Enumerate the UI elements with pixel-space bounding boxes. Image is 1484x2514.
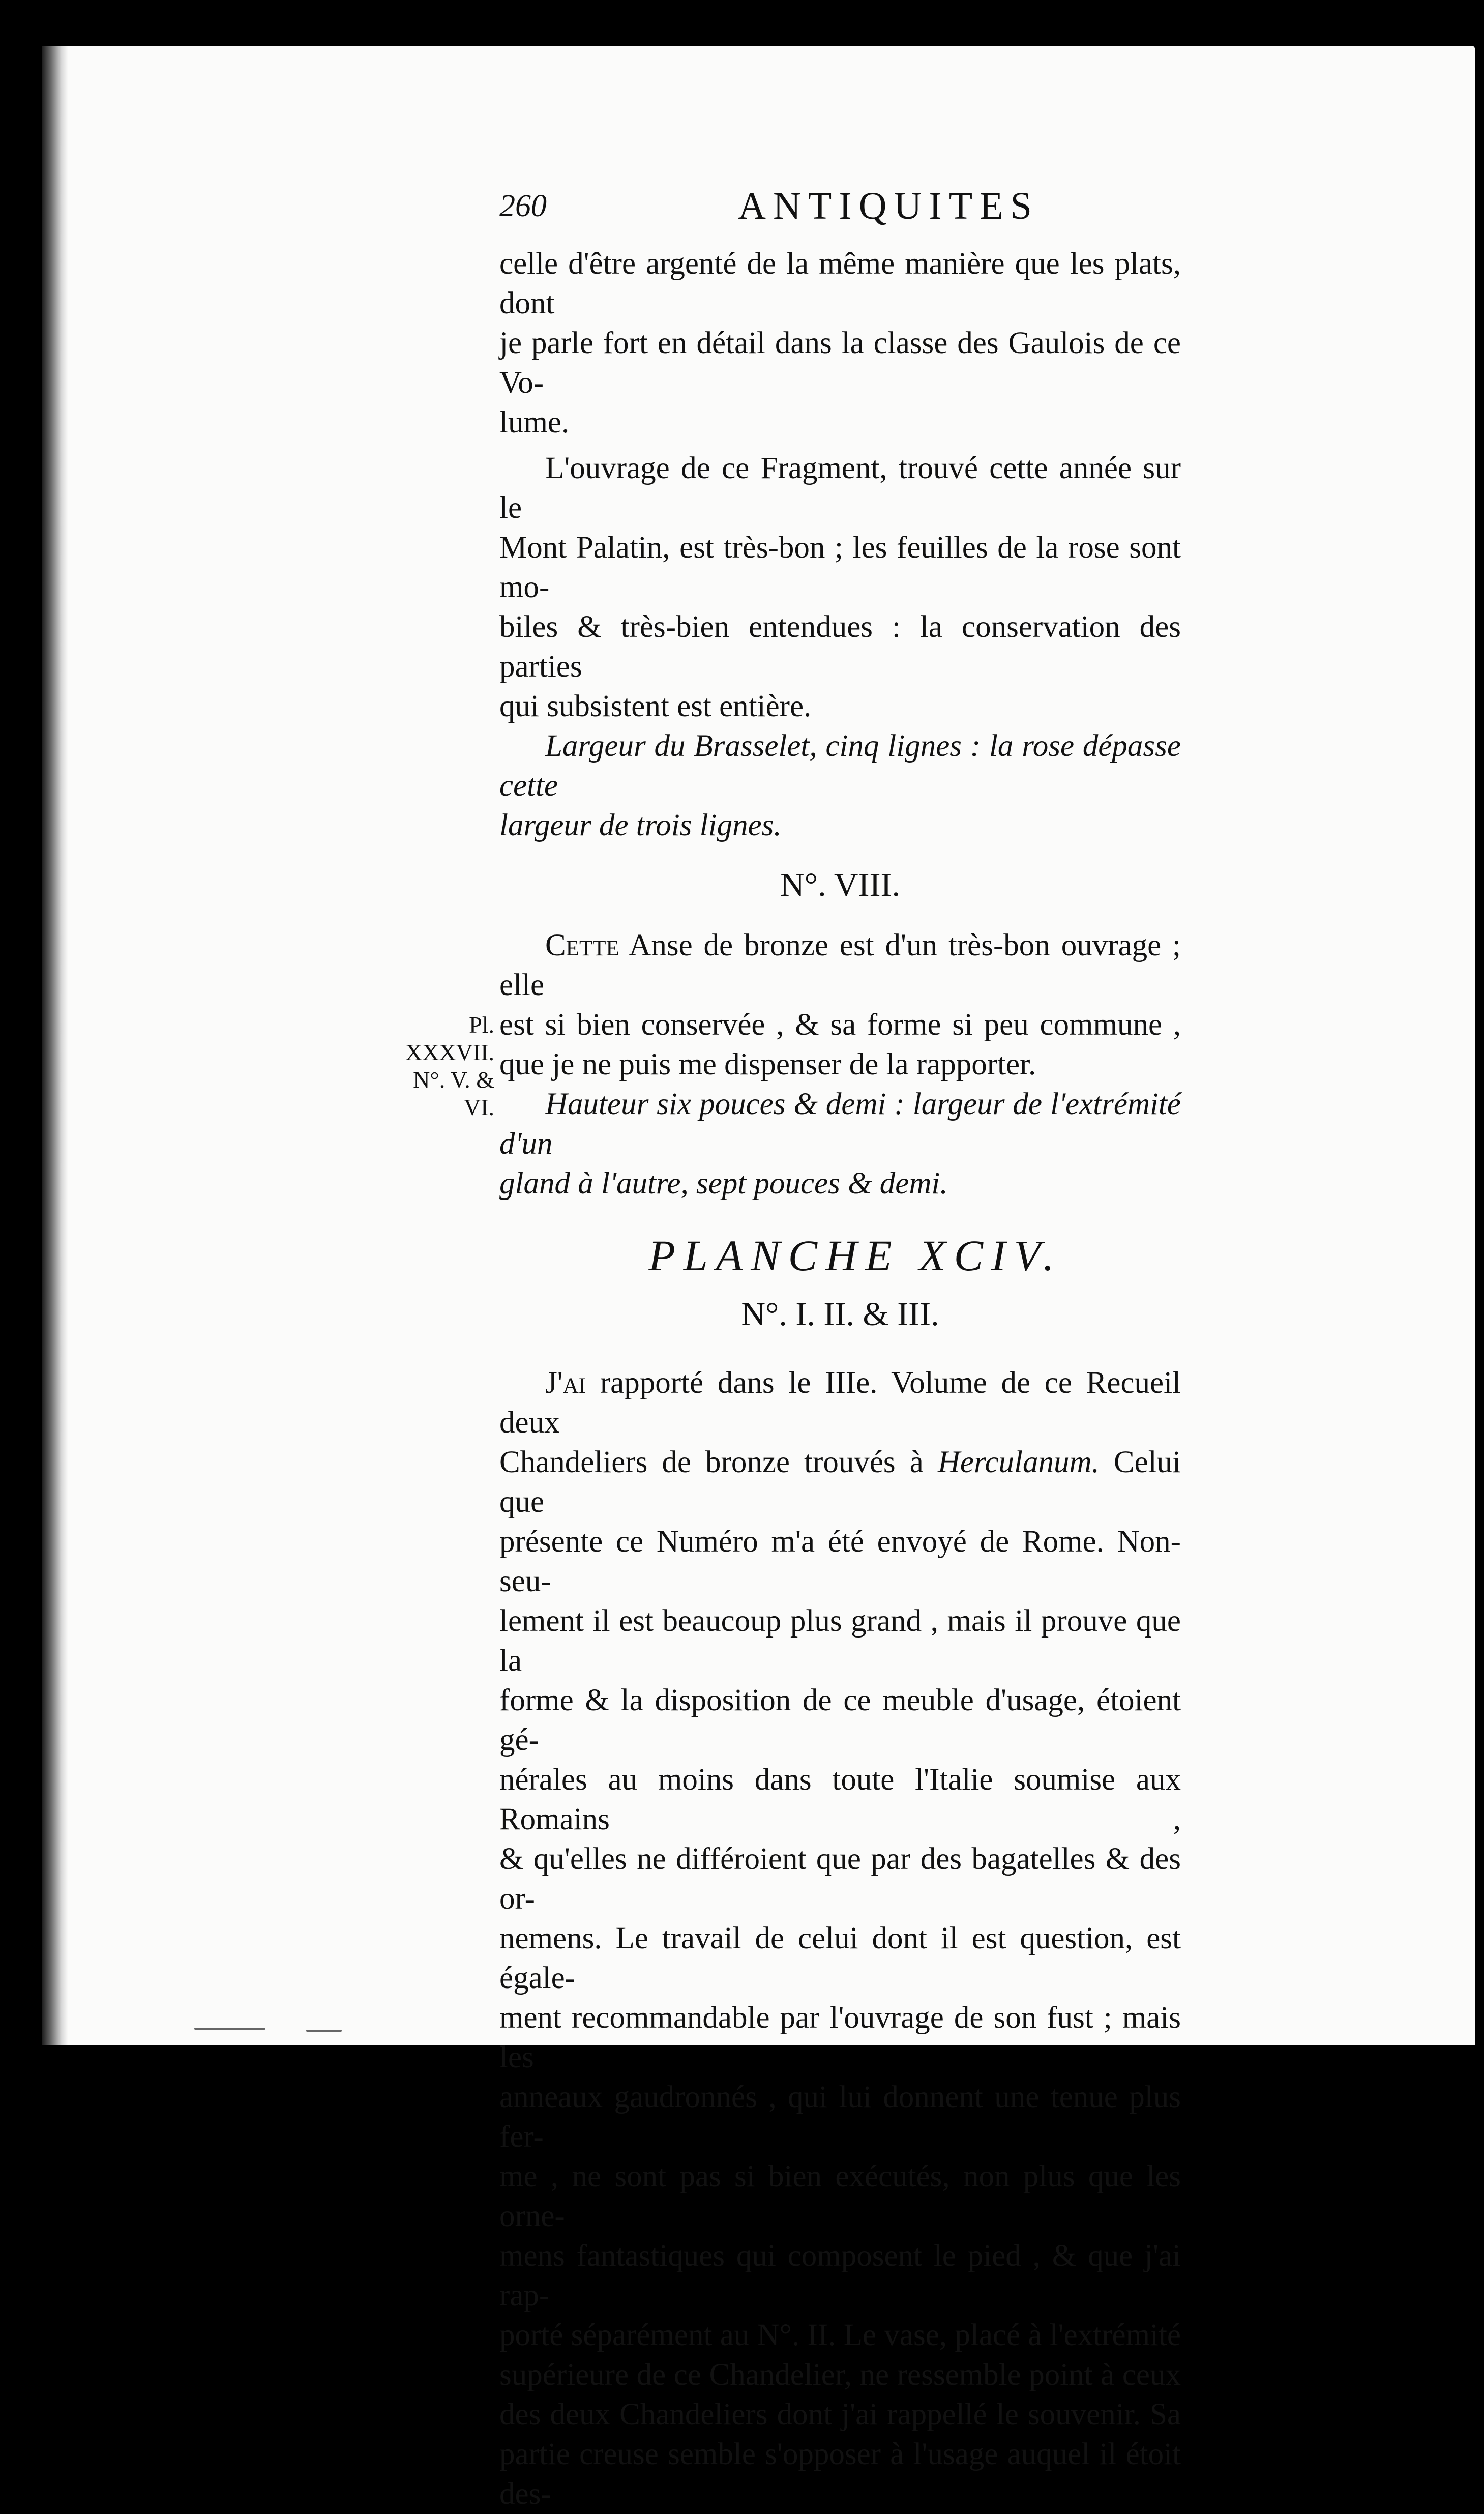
text-line: que je ne puis me dispenser de la rapporter. [499,1047,1036,1081]
drop-word: Cette [545,928,619,962]
running-head [499,185,1181,244]
text-line: présente ce Numéro m'a été envoyé de Rome. Non-seu- [499,1525,1181,1598]
paragraph-candlestick [499,1363,1181,2514]
text-line: ment recommandable par l'ouvrage de son fust ; mais les [499,2001,1181,2074]
running-title: ANTIQUITES [738,185,1039,227]
text-line: lement il est beaucoup plus grand , mais il prouve que la [499,1604,1181,1678]
text-line: je parle fort en détail dans la classe des Gaulois de ce Vo- [499,326,1181,400]
text-line: supérieure de ce Chandelier, ne ressemble point à ceux [499,2358,1181,2392]
plate-heading: PLANCHE XCIV. [648,1231,1062,1280]
text-line: est si bien conservée , & sa forme si peu commune , [499,1008,1181,1042]
section-heading-i-ii-iii: N°. I. II. & III. [741,1296,939,1333]
text-line: celle d'être argenté de la même manière que les plats, dont [499,247,1181,320]
text-line: anneaux gaudronnés , qui lui donnent une tenue plus fer- [499,2080,1181,2154]
text-line: L'ouvrage de ce Fragment, trouvé cette année sur le [499,451,1181,525]
margin-note-plate: Pl. XXXVII. [405,1012,494,1065]
text-line: Mont Palatin, est très-bon ; les feuilles de la rose sont mo- [499,531,1181,604]
text-line: gland à l'autre, sept pouces & demi. [499,1166,948,1201]
text-line: & qu'elles ne différoient que par des bagatelles & des or- [499,1842,1181,1916]
measurement-bracelet [499,726,1181,845]
text-line: Hauteur six pouces & demi : largeur de l'extrémité d'un [499,1087,1181,1161]
paragraph-silvering [499,244,1181,443]
margin-note-numbers: N°. V. & VI. [413,1067,494,1120]
text-line: porté séparément au N°. II. Le vase, placé à l'extrémité [499,2318,1181,2352]
text-line: largeur de trois lignes. [499,808,782,842]
paragraph-handle [499,926,1181,1085]
text-line: me , ne sont pas si bien exécutés, non plus que les orne- [499,2159,1181,2233]
text-line: mens fantastiques qui composent le pied , & que j'ai rap- [499,2239,1181,2313]
text-line: Chandeliers de bronze trouvés à Herculanum. Celui que [499,1445,1181,1519]
text-line: lume. [499,405,570,440]
text-line: nérales au moins dans toute l'Italie soumise aux Romains , [499,1763,1181,1836]
section-heading-viii: N°. VIII. [780,866,900,903]
text-line: forme & la disposition de ce meuble d'usage, étoient gé- [499,1683,1181,1757]
text-line: qui subsistent est entière. [499,689,812,723]
text-line: partie creuse semble s'opposer à l'usage auquel il étoit des- [499,2437,1181,2511]
text-column [499,185,1181,2514]
text-line: Largeur du Brasselet, cinq lignes : la rose dépasse cette [499,729,1181,803]
page-gutter-shadow [42,46,68,2045]
drop-word: J'ai [545,1366,586,1400]
text-line: nemens. Le travail de celui dont il est question, est égale- [499,1921,1181,1995]
margin-note [377,1011,494,1121]
text-line: biles & très-bien entendues : la conservation des parties [499,610,1181,684]
paragraph-fragment [499,449,1181,726]
page-speckle [306,2030,342,2032]
book-page [42,46,1475,2511]
text-line: J'ai rapporté dans le IIIe. Volume de ce Recueil deux [499,1366,1181,1440]
text-line: des deux Chandeliers dont j'ai rappellé le souvenir. Sa [499,2398,1181,2432]
page-number: 260 [499,189,547,223]
page-speckle [194,2028,265,2030]
text-line: Cette Anse de bronze est d'un très-bon ouvrage ; elle [499,928,1181,1002]
measurement-handle [499,1085,1181,1204]
